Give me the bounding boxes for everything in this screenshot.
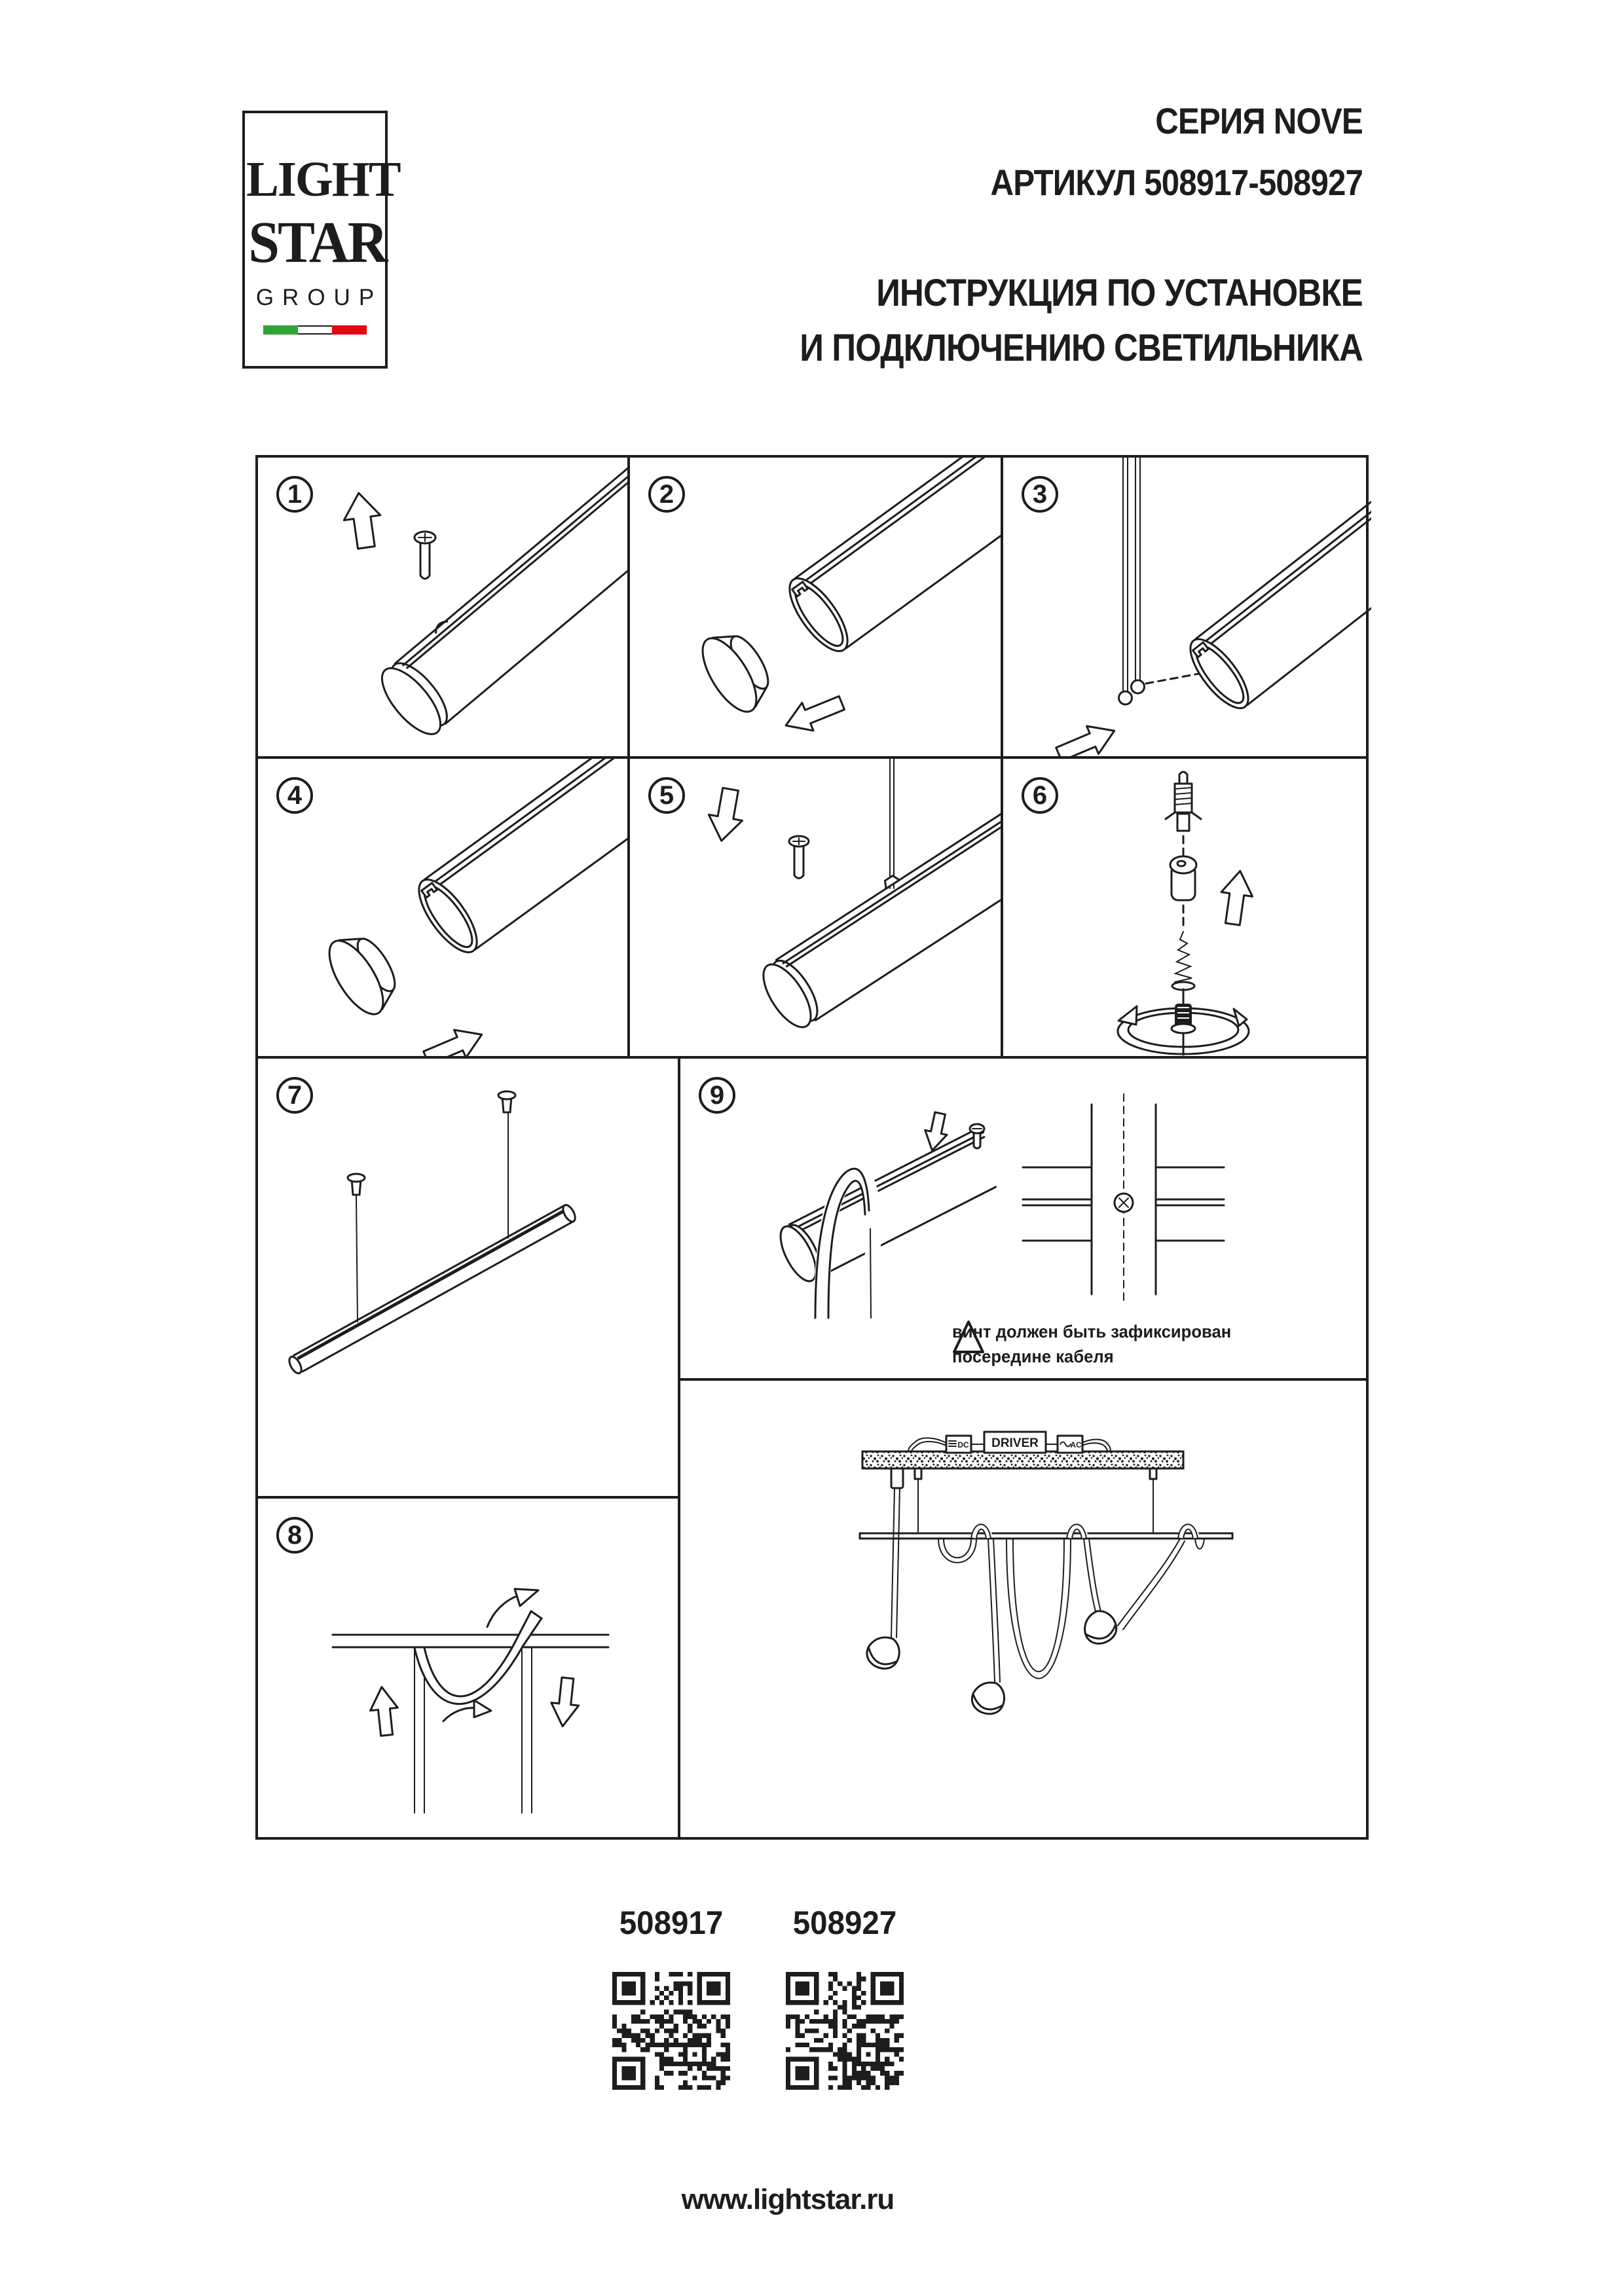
step-5-panel xyxy=(630,759,1001,1056)
fixture-bar xyxy=(860,1533,1232,1539)
light-tube-open-end xyxy=(779,458,1001,660)
step-9-panel xyxy=(680,1059,1366,1378)
step-7-panel xyxy=(258,1059,678,1496)
step-3-badge: 3 xyxy=(1022,476,1058,513)
driver-label: DRIVER xyxy=(991,1436,1039,1450)
doc-title-line2: И ПОДКЛЮЧЕНИЮ СВЕТИЛЬНИКА xyxy=(800,327,1363,369)
steps-grid xyxy=(255,455,1369,1840)
screw-icon xyxy=(789,836,809,879)
step-6-panel xyxy=(1003,759,1371,1056)
step-7-illustration xyxy=(258,1059,678,1496)
step-7-badge: 7 xyxy=(276,1077,313,1114)
step-5-badge: 5 xyxy=(648,777,685,814)
ceiling xyxy=(862,1451,1183,1468)
doc-title-line1: ИНСТРУКЦИЯ ПО УСТАНОВКЕ xyxy=(876,272,1363,314)
arrow-down-icon xyxy=(549,1677,581,1728)
full-assembly-panel xyxy=(680,1381,1366,1840)
pendant-spot xyxy=(969,1677,1008,1718)
arrow-up-right-icon xyxy=(1053,717,1120,756)
end-cap xyxy=(692,621,781,720)
article-code-1: 508917 xyxy=(619,1904,724,1941)
suspension-fixing xyxy=(915,1468,921,1479)
light-tube-open-end xyxy=(1181,471,1371,717)
dc-connector xyxy=(946,1436,971,1453)
arrow-down-icon xyxy=(921,1111,951,1153)
step-2-panel xyxy=(630,458,1001,756)
step-4-panel xyxy=(258,759,627,1056)
step-1-illustration xyxy=(258,458,627,756)
power-cable-fixing xyxy=(891,1468,903,1488)
ceiling-fixing-icon xyxy=(498,1091,515,1238)
logo-word-group: GROUP xyxy=(255,285,383,310)
cable-gripper-icon xyxy=(1170,856,1196,900)
full-assembly-illustration xyxy=(680,1381,1366,1840)
suspended-light-tube xyxy=(287,1203,578,1376)
driver-box xyxy=(984,1432,1046,1453)
dc-label: DC xyxy=(957,1440,969,1449)
guide-dashed-line xyxy=(1146,672,1206,683)
screw-icon xyxy=(1172,932,1194,990)
article-range: АРТИКУЛ 508917-508927 xyxy=(990,162,1363,203)
pendant-spot xyxy=(1079,1607,1120,1648)
ceiling-fixing-icon xyxy=(348,1174,365,1322)
dc-wire xyxy=(908,1438,948,1451)
step-5-illustration xyxy=(630,759,1001,1056)
step-6-illustration xyxy=(1003,759,1371,1056)
step-6-badge: 6 xyxy=(1022,777,1058,814)
website-url: www.lightstar.ru xyxy=(681,2183,895,2215)
flag-white xyxy=(298,325,333,335)
arrow-up-icon xyxy=(1217,869,1256,926)
step-1-badge: 1 xyxy=(276,476,313,513)
ac-connector xyxy=(1058,1436,1082,1453)
article-code-2: 508927 xyxy=(792,1904,897,1941)
wall-anchor-icon xyxy=(1166,772,1201,831)
ac-wire xyxy=(1080,1440,1111,1451)
step-1-panel xyxy=(258,458,627,756)
pendant-spot xyxy=(862,1631,904,1673)
italian-flag-stripe xyxy=(263,325,367,335)
arrow-up-icon xyxy=(341,490,384,550)
pendant-cable xyxy=(891,1488,895,1637)
cable-loops xyxy=(938,1524,1204,1682)
light-tube-open-end xyxy=(409,759,627,961)
flag-red xyxy=(332,325,367,335)
arrow-down-left-icon xyxy=(780,689,847,739)
ac-label: AC xyxy=(1070,1440,1082,1449)
warning-note xyxy=(952,1319,1246,1369)
warning-text: винт должен быть зафиксирован посередине кабеля xyxy=(952,1322,1232,1366)
qr-code-508927 xyxy=(786,1972,904,2090)
suspension-cables xyxy=(1119,458,1145,704)
suspension-cable xyxy=(890,759,894,888)
step-2-badge: 2 xyxy=(648,476,685,513)
arrow-up-icon xyxy=(368,1686,401,1737)
light-tube xyxy=(750,803,1001,1034)
tube-with-cable-loop xyxy=(773,1126,1010,1318)
screw-icon xyxy=(415,532,435,579)
step-8-panel xyxy=(258,1499,678,1840)
suspension-fixing xyxy=(1150,1468,1156,1479)
series-title: СЕРИЯ NOVE xyxy=(1155,100,1363,141)
flag-green xyxy=(263,325,298,335)
step-8-badge: 8 xyxy=(276,1517,313,1554)
tighten-rotation-icon xyxy=(1118,989,1249,1055)
step-9-badge: 9 xyxy=(699,1077,735,1114)
arrow-up-right-icon xyxy=(420,1021,488,1056)
screw-icon xyxy=(970,1124,984,1148)
logo-word-light: LIGHT xyxy=(246,152,400,207)
step-4-badge: 4 xyxy=(276,777,313,814)
qr-code-508917 xyxy=(612,1972,730,2090)
arrow-down-icon xyxy=(705,786,747,844)
step-2-illustration xyxy=(630,458,1001,756)
step-3-illustration xyxy=(1003,458,1371,756)
step-8-illustration xyxy=(258,1499,678,1840)
cable-cross-section-diagram xyxy=(1023,1094,1224,1303)
light-tube xyxy=(372,458,627,743)
step-3-panel xyxy=(1003,458,1371,756)
lightstar-logo xyxy=(242,111,400,369)
end-cap xyxy=(319,924,408,1023)
logo-word-star: STAR xyxy=(248,210,386,275)
step-4-illustration xyxy=(258,759,627,1056)
